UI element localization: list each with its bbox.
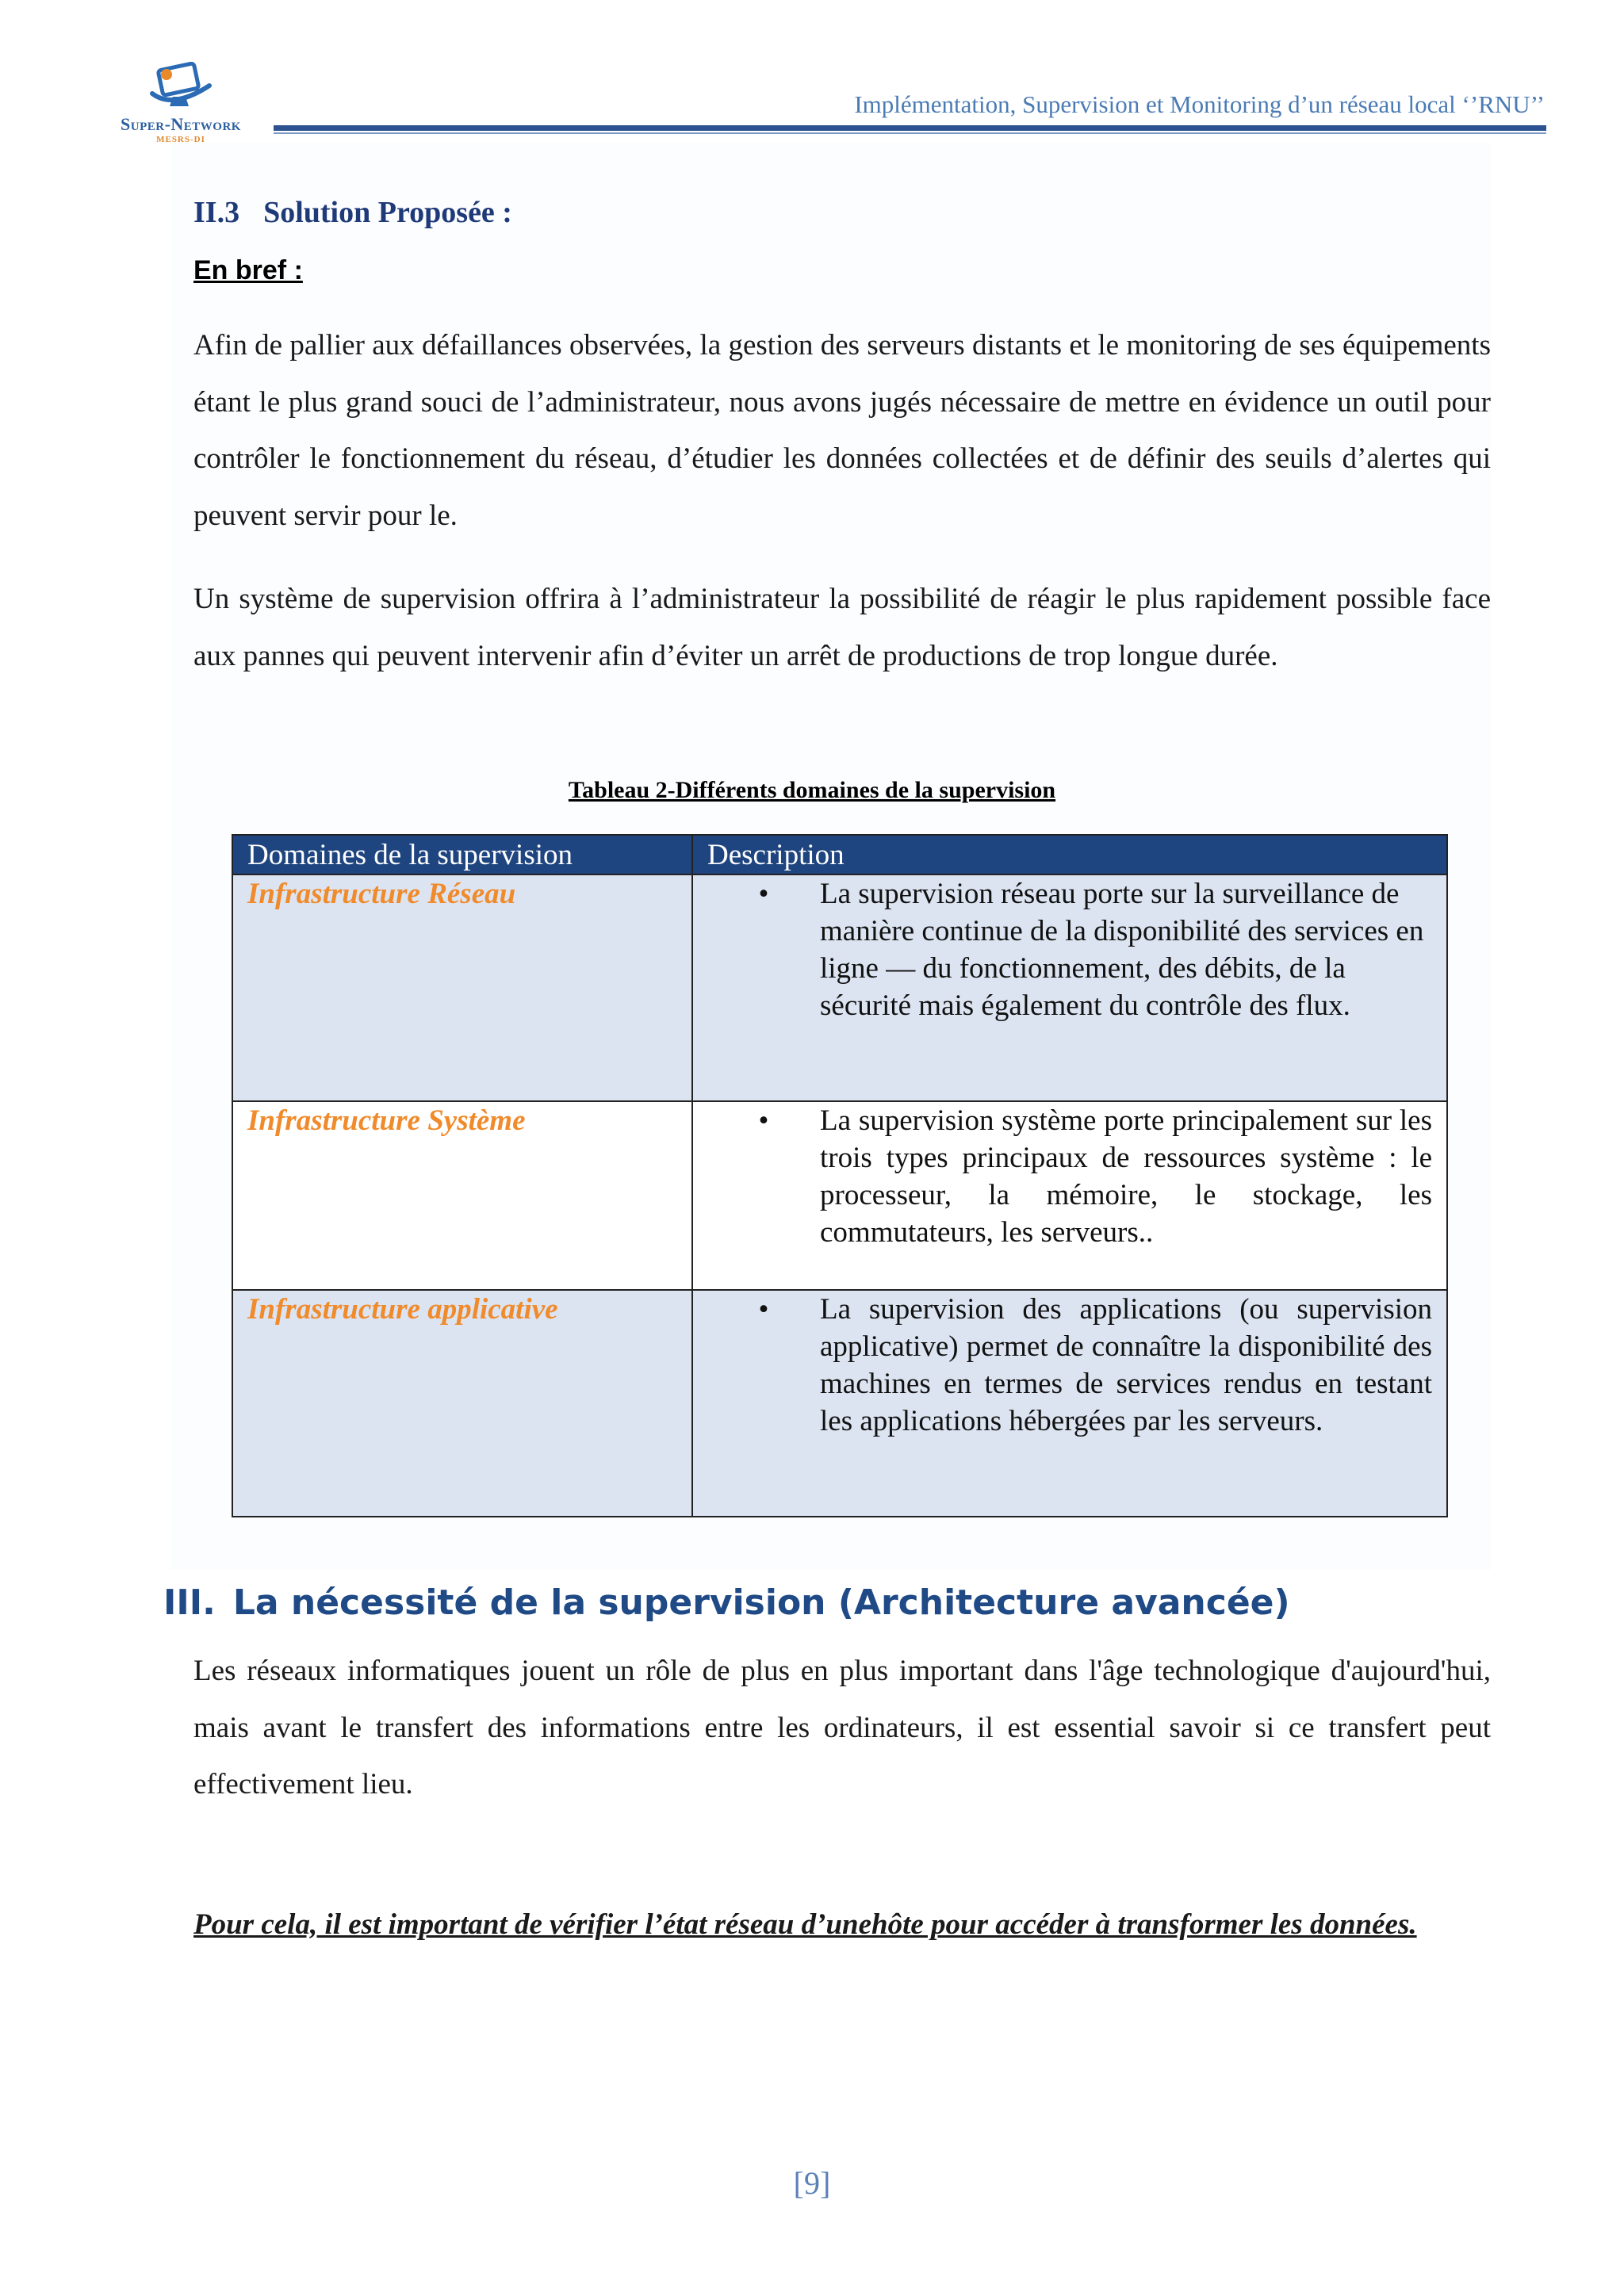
super-network-logo: [102, 62, 260, 149]
bullet-icon: •: [758, 878, 769, 910]
en-bref-label: En bref :: [193, 255, 303, 285]
section-heading-2-3: [193, 195, 512, 230]
description-text: La supervision des applications (ou supervision applicative) permet de connaître la disponibilité des machines en termes de services rendus en testant les applications hébergées par les serveurs.: [820, 1293, 1432, 1437]
description-cell: [692, 1101, 1447, 1290]
table-row: [232, 1101, 1447, 1290]
header-title: Implémentation, Supervision et Monitoring d’un réseau local ‘’RNU’’: [854, 90, 1545, 118]
section-heading-3: [163, 1582, 1290, 1623]
table-row: [232, 874, 1447, 1101]
table-row: [232, 1290, 1447, 1517]
column-header-description: Description: [692, 835, 1447, 874]
domain-cell: Infrastructure Système: [232, 1101, 692, 1290]
emphasis-paragraph: Pour cela, il est important de vérifier l’état réseau d’unehôte pour accéder à transformer les données.: [193, 1908, 1417, 1941]
description-text: La supervision réseau porte sur la surveillance de manière continue de la disponibilité des services en ligne — du fonctionnement, des débits, de la sécurité mais également du contrôle des flux.: [820, 878, 1424, 1022]
column-header-domain: Domaines de la supervision: [232, 835, 692, 874]
logo-subtitle: MESRS-DI: [156, 135, 205, 144]
description-cell: [692, 1290, 1447, 1517]
section-number: II.3: [193, 196, 240, 229]
computer-logo-icon: [149, 62, 213, 113]
page-number: [9]: [793, 2165, 831, 2201]
table-caption: Tableau 2-Différents domaines de la supervision: [568, 777, 1056, 803]
description-text: La supervision système porte principalement sur les trois types principaux de ressources système : le processeur, la mémoire, le stockage, les commutateurs, les serveurs..: [820, 1104, 1432, 1249]
header-rule-thin: [274, 132, 1546, 134]
description-cell: [692, 874, 1447, 1101]
bullet-icon: •: [758, 1293, 769, 1326]
header-rule: [274, 125, 1546, 131]
paragraph-1: Afin de pallier aux défaillances observées, la gestion des serveurs distants et le monitoring de ses équipements étant le plus grand souci de l’administrateur, nous avons jugés nécessaire de mettre en évidence un outil pour contrôler le fonctionnement du réseau, d’étudier les données collectées et de définir des seuils d’alertes qui peuvent servir pour le.: [193, 329, 1491, 532]
bullet-icon: •: [758, 1104, 769, 1137]
supervision-domains-table: [232, 834, 1448, 1517]
logo-name: Super-Network: [121, 114, 241, 134]
paragraph-3: Les réseaux informatiques jouent un rôle de plus en plus important dans l'âge technologique d'aujourd'hui, mais avant le transfert des informations entre les ordinateurs, il est essential savoir si ce transfert peut effectivement lieu.: [193, 1655, 1491, 1800]
paragraph-2: Un système de supervision offrira à l’administrateur la possibilité de réagir le plus rapidement possible face aux pannes qui peuvent intervenir afin d’éviter un arrêt de productions de trop longue durée.: [193, 583, 1491, 672]
domain-cell: Infrastructure Réseau: [232, 874, 692, 1101]
table-header-row: [232, 835, 1447, 874]
section-title: La nécessité de la supervision (Architecture avancée): [232, 1582, 1290, 1623]
domain-cell: Infrastructure applicative: [232, 1290, 692, 1517]
section-number: III.: [163, 1582, 216, 1623]
section-title: Solution Proposée :: [263, 196, 512, 229]
